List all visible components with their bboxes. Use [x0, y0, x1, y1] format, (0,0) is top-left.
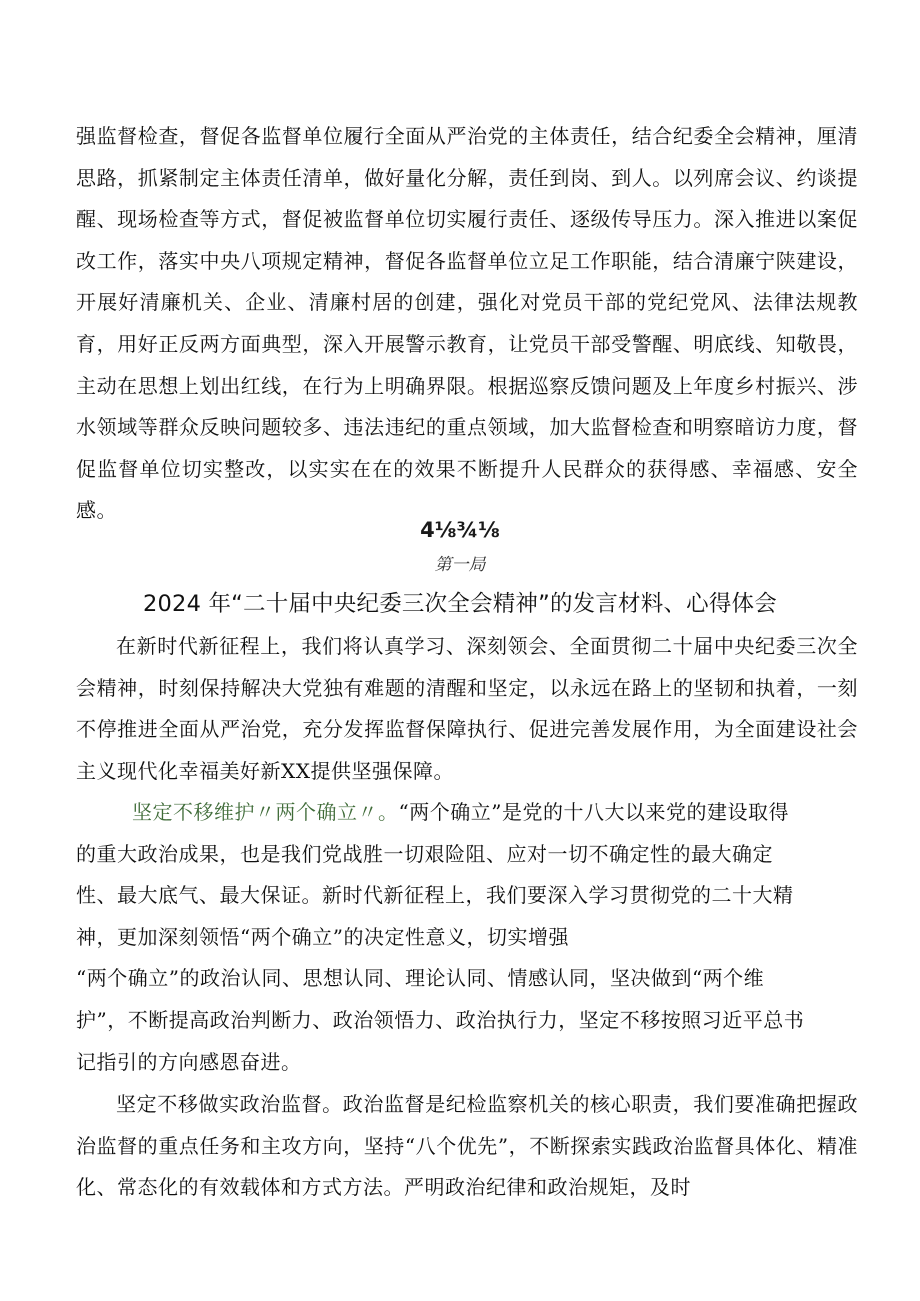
paragraph-3 — [76, 792, 858, 1083]
paragraph-4: 坚定不移做实政治监督。政治监督是纪检监察机关的核心职责，我们要准确把握政治监督的重点任务和主攻方向，坚持“八个优先”，不断探索实践政治监督具体化、精准化、常态化的有效载体和方式方法。严明政治纪律和政治规矩，及时 — [76, 1092, 858, 1200]
paragraph-3-line-6: 护”，不断提高政治判断力、政治领悟力、政治执行力，坚定不移按照习近平总书 — [76, 1007, 805, 1032]
section-subtitle: 第一局 — [434, 555, 486, 575]
document-title: 2024 年“二十届中央纪委三次全会精神”的发言材料、心得体会 — [143, 591, 777, 617]
paragraph-1: 强监督检查，督促各监督单位履行全面从严治党的主体责任，结合纪委全会精神，厘清思路，抓紧制定主体责任清单，做好量化分解，责任到岗、到人。以列席会议、约谈提醒、现场检查等方式，督促被监督单位切实履行责任、逐级传导压力。深入推进以案促改工作，落实中央八项规定精神，督促各监督单位立足工作职能，结合清廉宁陕建设，开展好清廉机关、企业、清廉村居的创建，强化对党员干部的党纪党风、法律法规教育，用好正反两方面典型，深入开展警示教育，让党员干部受警醒、明底线、知敬畏，主动在思想上划出红线，在行为上明确界限。根据巡察反馈问题及上年度乡村振兴、涉水领域等群众反映问题较多、违法违纪的重点领域，加大监督检查和明察暗访力度，督促监督单位切实整改，以实实在在的效果不断提升人民群众的获得感、幸福感、安全感。 — [76, 124, 858, 523]
paragraph-3-line-7: 记指引的方向感恩奋进。 — [76, 1049, 302, 1074]
paragraph-3-line-3: 性、最大底气、最大保证。新时代新征程上，我们要深入学习贯彻党的二十大精 — [76, 883, 794, 908]
section-marker: 4⅛¾⅛ — [420, 518, 500, 542]
paragraph-3-line-1: 坚定不移维护〃两个确立〃。“两个确立”是党的十八大以来党的建设取得 — [132, 800, 789, 824]
paragraph-3-heading: 坚定不移维护〃两个确立〃。 — [132, 800, 399, 824]
paragraph-3-line-2: 的重大政治成果，也是我们党战胜一切艰险阻、应对一切不确定性的最大确定 — [76, 841, 773, 866]
paragraph-2: 在新时代新征程上，我们将认真学习、深刻领会、全面贯彻二十届中央纪委三次全会精神，时刻保持解决大党独有难题的清醒和坚定，以永远在路上的坚韧和执着，一刻不停推进全面从严治党，充分发挥监督保障执行、促进完善发展作用，为全面建设社会主义现代化幸福美好新XX提供坚强保障。 — [76, 634, 858, 783]
paragraph-3-line-4: 神，更加深刻领悟“两个确立”的决定性意义，切实增强 — [76, 924, 569, 949]
paragraph-3-line-5: “两个确立”的政治认同、思想认同、理论认同、情感认同，坚决做到“两个维 — [76, 966, 765, 991]
